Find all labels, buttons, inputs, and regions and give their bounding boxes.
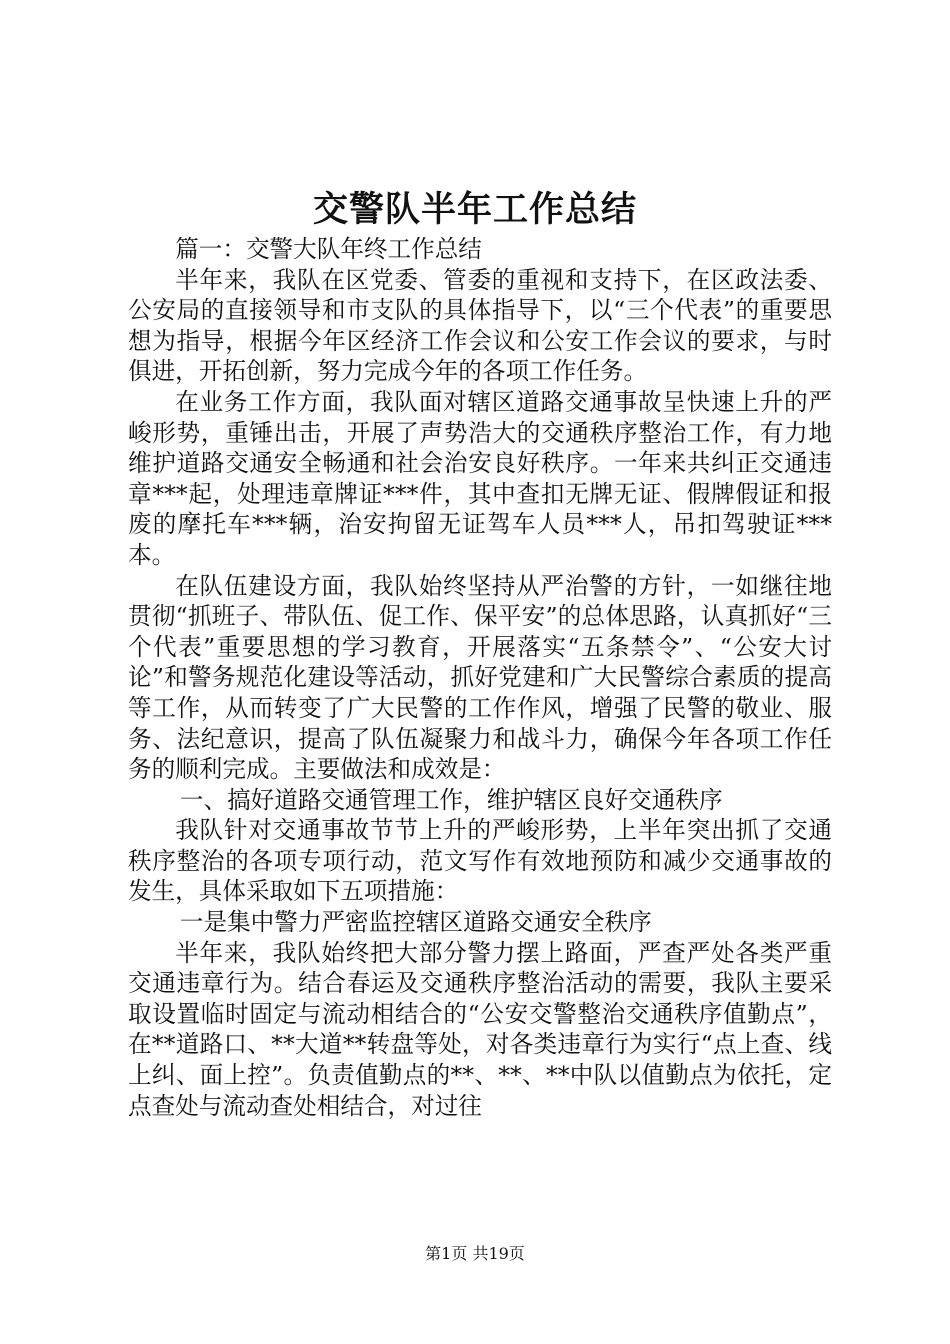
page-number-footer: 第1页 共19页 bbox=[425, 1244, 525, 1263]
subsection-heading: 一、搞好道路交通管理工作，维护辖区良好交通秩序 bbox=[179, 785, 723, 814]
document-title: 交警队半年工作总结 bbox=[312, 189, 637, 230]
body-paragraph: 半年来，我队在区党委、管委的重视和支持下，在区政法委、公安局的直接领导和市支队的具体指导下，以“三个代表”的重要思想为指导，根据今年区经济工作会议和公安工作会议的要求，与时俱进，开拓创新，努力完成今年的各项工作任务。 bbox=[128, 265, 832, 386]
body-paragraph: 在业务工作方面，我队面对辖区道路交通事故呈快速上升的严峻形势，重锤出击，开展了声势浩大的交通秩序整治工作，有力地维护道路交通安全畅通和社会治安良好秩序。一年来共纠正交通违章***起，处理违章牌证***件，其中查扣无牌无证、假牌假证和报废的摩托车***辆，治安拘留无证驾车人员***人，吊扣驾驶证***本。 bbox=[128, 387, 832, 569]
body-paragraph: 我队针对交通事故节节上升的严峻形势，上半年突出抓了交通秩序整治的各项专项行动，范文写作有效地预防和减少交通事故的发生，具体采取如下五项措施： bbox=[128, 816, 832, 906]
document-body bbox=[128, 234, 832, 1121]
body-paragraph: 在队伍建设方面，我队始终坚持从严治警的方针，一如继往地贯彻“抓班子、带队伍、促工作、保平安”的总体思路，认真抓好“三个代表”重要思想的学习教育，开展落实“五条禁令”、“公安大讨论”和警务规范化建设等活动，抓好党建和广大民警综合素质的提高等工作，从而转变了广大民警的工作作风，增强了民警的敬业、服务、法纪意识，提高了队伍凝聚力和战斗力，确保今年各项工作任务的顺利完成。主要做法和成效是： bbox=[128, 571, 832, 784]
subsection-heading: 一是集中警力严密监控辖区道路交通安全秩序 bbox=[179, 908, 652, 937]
section-heading: 篇一：交警大队年终工作总结 bbox=[175, 235, 482, 263]
body-paragraph: 半年来，我队始终把大部分警力摆上路面，严查严处各类严重交通违章行为。结合春运及交通秩序整治活动的需要，我队主要采取设置临时固定与流动相结合的“公安交警整治交通秩序值勤点”，在**道路口、**大道**转盘等处，对各类违章行为实行“点上查、线上纠、面上控”。负责值勤点的**、**、**中队以值勤点为依托，定点查处与流动查处相结合，对过往 bbox=[128, 938, 832, 1120]
